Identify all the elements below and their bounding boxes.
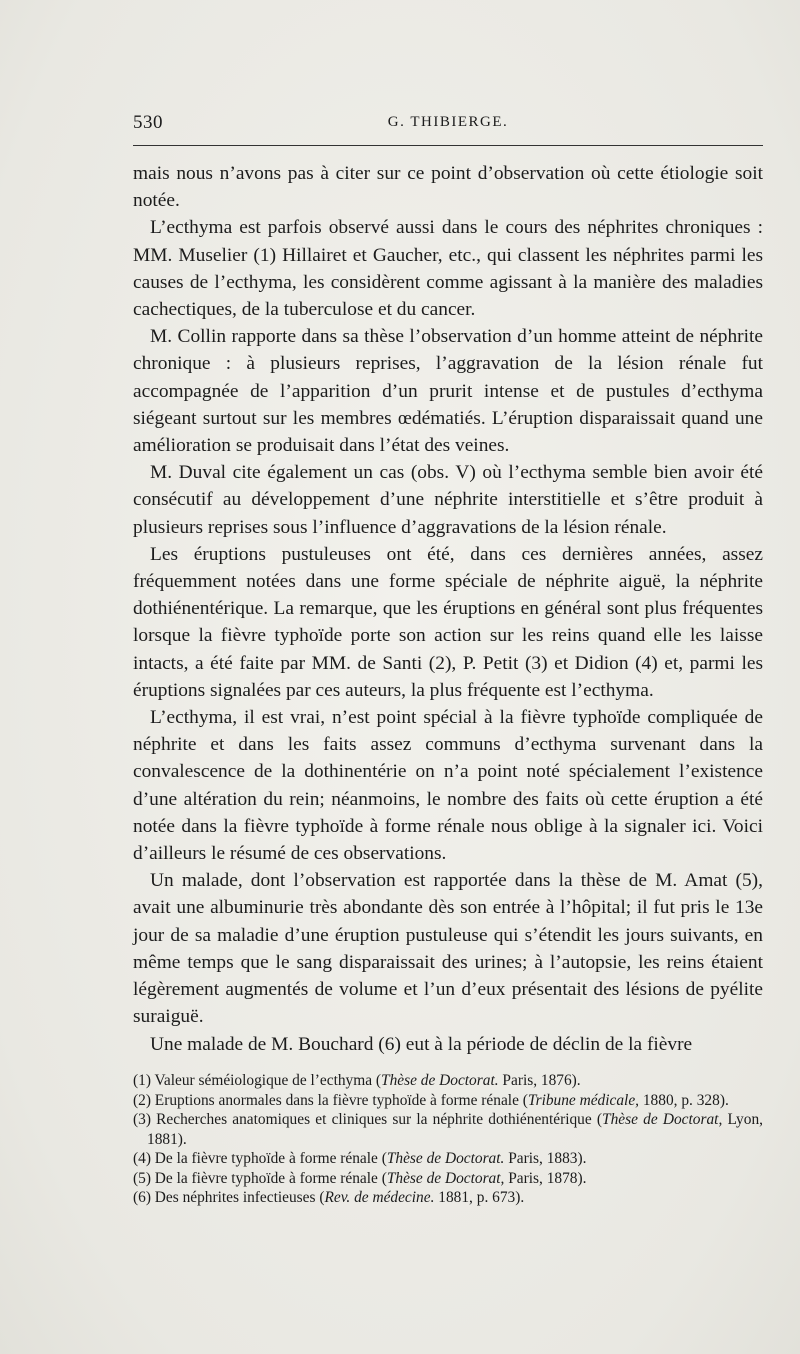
paragraph: L’ecthyma, il est vrai, n’est point spécial à la fièvre typhoïde compliquée de néphrite et dans les faits assez communs d’ecthyma survenant dans la convalescence de la dothinentérie on n’a point noté spécialement l’existence d’une altération du rein; néanmoins, le nombre des faits où cette éruption a été notée dans la fièvre typhoïde à forme rénale nous oblige à la signaler ici. Voici d’ailleurs le résumé de ces observations. bbox=[133, 707, 763, 865]
paragraph: mais nous n’avons pas à citer sur ce point d’observation où cette étiologie soit notée. bbox=[133, 163, 763, 212]
footnote: (3) Recherches anatomiques et cliniques sur la néphrite dothiénentérique (Thèse de Doctorat, Lyon, 1881). bbox=[133, 1111, 763, 1148]
body-text bbox=[133, 160, 763, 1058]
paragraph: M. Duval cite également un cas (obs. V) où l’ecthyma semble bien avoir été consécutif au développement d’une néphrite interstitielle et s’être produit à plusieurs reprises sous l’influence d’aggravations de la lésion rénale. bbox=[133, 462, 763, 538]
paragraph: Les éruptions pustuleuses ont été, dans ces dernières années, assez fréquemment notées dans une forme spéciale de néphrite aiguë, la néphrite dothiénentérique. La remarque, que les éruptions en général sont plus fréquentes lorsque la fièvre typhoïde porte son action sur les reins quand elle les laisse intacts, a été faite par MM. de Santi (2), P. Petit (3) et Didion (4) et, parmi les éruptions signalées par ces auteurs, la plus fréquente est l’ecthyma. bbox=[133, 543, 763, 701]
footnote: (5) De la fièvre typhoïde à forme rénale (Thèse de Doctorat, Paris, 1878). bbox=[133, 1169, 587, 1187]
footnote: (2) Eruptions anormales dans la fièvre typhoïde à forme rénale (Tribune médicale, 1880, p. 328). bbox=[133, 1091, 729, 1109]
header-rule bbox=[133, 145, 763, 146]
footnote: (6) Des néphrites infectieuses (Rev. de médecine. 1881, p. 673). bbox=[133, 1189, 525, 1206]
page-header bbox=[133, 112, 763, 138]
footnotes bbox=[133, 1071, 763, 1208]
footnote: (4) De la fièvre typhoïde à forme rénale (Thèse de Doctorat. Paris, 1883). bbox=[133, 1150, 587, 1167]
paragraph: M. Collin rapporte dans sa thèse l’observation d’un homme atteint de néphrite chronique : à plusieurs reprises, l’aggravation de la lésion rénale fut accompagnée de l’apparition d’un prurit intense et de pustules d’ecthyma siégeant surtout sur les membres œdématiés. L’éruption disparaissait quand une amélioration se produisait dans l’état des veines. bbox=[133, 326, 763, 457]
paragraph: Un malade, dont l’observation est rapportée dans la thèse de M. Amat (5), avait une albuminurie très abondante dès son entrée à l’hôpital; il fut pris le 13e jour de sa maladie d’une éruption pustuleuse qui s’étendit les jours suivants, en même temps que le sang disparaissait des urines; à l’autopsie, les reins étaient légèrement augmentés de volume et l’un d’eux présentait des lésions de pyélite suraiguë. bbox=[133, 870, 763, 1028]
running-head: G. THIBIERGE. bbox=[387, 114, 509, 130]
paragraph: Une malade de M. Bouchard (6) eut à la période de déclin de la fièvre bbox=[150, 1033, 693, 1055]
paragraph: L’ecthyma est parfois observé aussi dans le cours des néphrites chroniques : MM. Muselier (1) Hillairet et Gaucher, etc., qui classent les néphrites parmi les causes de l’ecthyma, les considèrent comme agissant à la manière des maladies cachectiques, de la tuberculose et du cancer. bbox=[133, 217, 763, 321]
page-number: 530 bbox=[133, 112, 163, 133]
footnote: (1) Valeur séméiologique de l’ecthyma (Thèse de Doctorat. Paris, 1876). bbox=[133, 1072, 581, 1089]
